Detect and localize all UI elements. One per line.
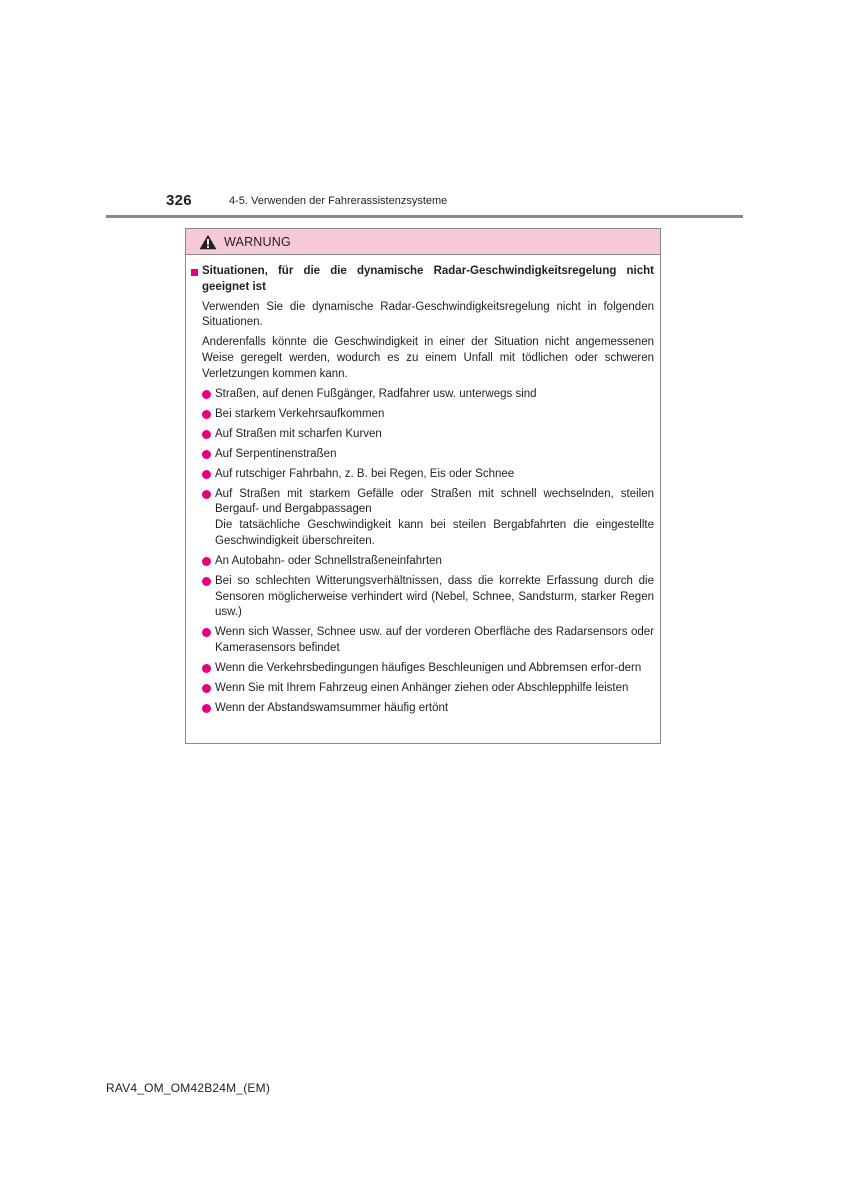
header-rule [106,215,743,218]
list-item-text: Wenn der Abstandswamsummer häufig ertönt [215,702,449,715]
warning-label: WARNUNG [224,234,291,249]
warning-body [186,255,660,717]
list-item-text: Wenn sich Wasser, Schnee usw. auf der vorderen Oberfläche des Radarsensors oder Kamerasensors befindet [215,626,654,655]
warning-paragraph: Anderenfalls könnte die Geschwindigkeit in einer der Situation nicht angemessenen Weise geregelt werden, wodurch es zu einem Unfall mit tödlichen oder schweren Verletzungen kommen kann. [202,336,654,380]
bullet-dot-icon [202,628,211,637]
warning-box [185,228,661,744]
page-number: 326 [166,192,192,209]
list-item-text: Bei so schlechten Witterungsverhältnissen, dass die korrekte Erfassung durch die Sensoren möglicherweise verhindert wird (Nebel, Schnee, Sandsturm, starker Regen usw.) [215,574,654,619]
bullet-dot-icon [202,664,211,673]
list-item [202,681,654,697]
bullet-dot-icon [202,410,211,419]
bullet-dot-icon [202,704,211,713]
list-item [202,427,654,443]
list-item [202,487,654,550]
list-item-text: Auf rutschiger Fahrbahn, z. B. bei Regen, Eis oder Schnee [215,467,515,480]
list-item-text: Auf Serpentinenstraßen [215,447,337,460]
list-item-text: Straßen, auf denen Fußgänger, Radfahrer usw. unterwegs sind [215,387,537,400]
bullet-dot-icon [202,450,211,459]
warning-headline: Situationen, für die die dynamische Radar-Geschwindigkeitsregelung nicht geeignet ist [202,265,654,293]
bullet-dot-icon [202,430,211,439]
list-item [202,661,654,677]
list-item-text: Wenn die Verkehrsbedingungen häufiges Beschleunigen und Abbremsen erfor-dern [215,662,642,675]
bullet-dot-icon [202,470,211,479]
list-item [202,574,654,621]
section-title: 4-5. Verwenden der Fahrerassistenzsysteme [229,195,448,207]
bullet-dot-icon [202,390,211,399]
warning-paragraph: Verwenden Sie die dynamische Radar-Geschwindigkeitsregelung nicht in folgenden Situationen. [202,300,654,329]
list-item [202,447,654,463]
list-item-text: An Autobahn- oder Schnellstraßeneinfahrten [215,554,442,567]
condition-list [202,387,654,717]
list-item-text: Auf Straßen mit scharfen Kurven [215,427,382,440]
list-item [202,387,654,403]
bullet-dot-icon [202,490,211,499]
list-item-text: Auf Straßen mit starkem Gefälle oder Straßen mit schnell wechselnden, steilen Bergauf- und Bergabpassagen [215,487,654,516]
bullet-dot-icon [202,684,211,693]
warning-header [186,229,660,255]
list-item [202,554,654,570]
list-item [202,625,654,657]
list-item [202,701,654,717]
warning-triangle-icon [199,234,217,250]
list-item-text: Wenn Sie mit Ihrem Fahrzeug einen Anhänger ziehen oder Abschlepphilfe leisten [215,682,629,695]
bullet-dot-icon [202,577,211,586]
bullet-dot-icon [202,557,211,566]
square-bullet-icon [191,269,198,276]
list-item-note: Die tatsächliche Geschwindigkeit kann bei steilen Bergabfahrten die eingestellte Geschwindigkeit überschreiten. [215,519,654,547]
document-code: RAV4_OM_OM42B24M_(EM) [106,1081,271,1095]
list-item-text: Bei starkem Verkehrsaufkommen [215,407,385,420]
list-item [202,467,654,483]
list-item [202,407,654,423]
